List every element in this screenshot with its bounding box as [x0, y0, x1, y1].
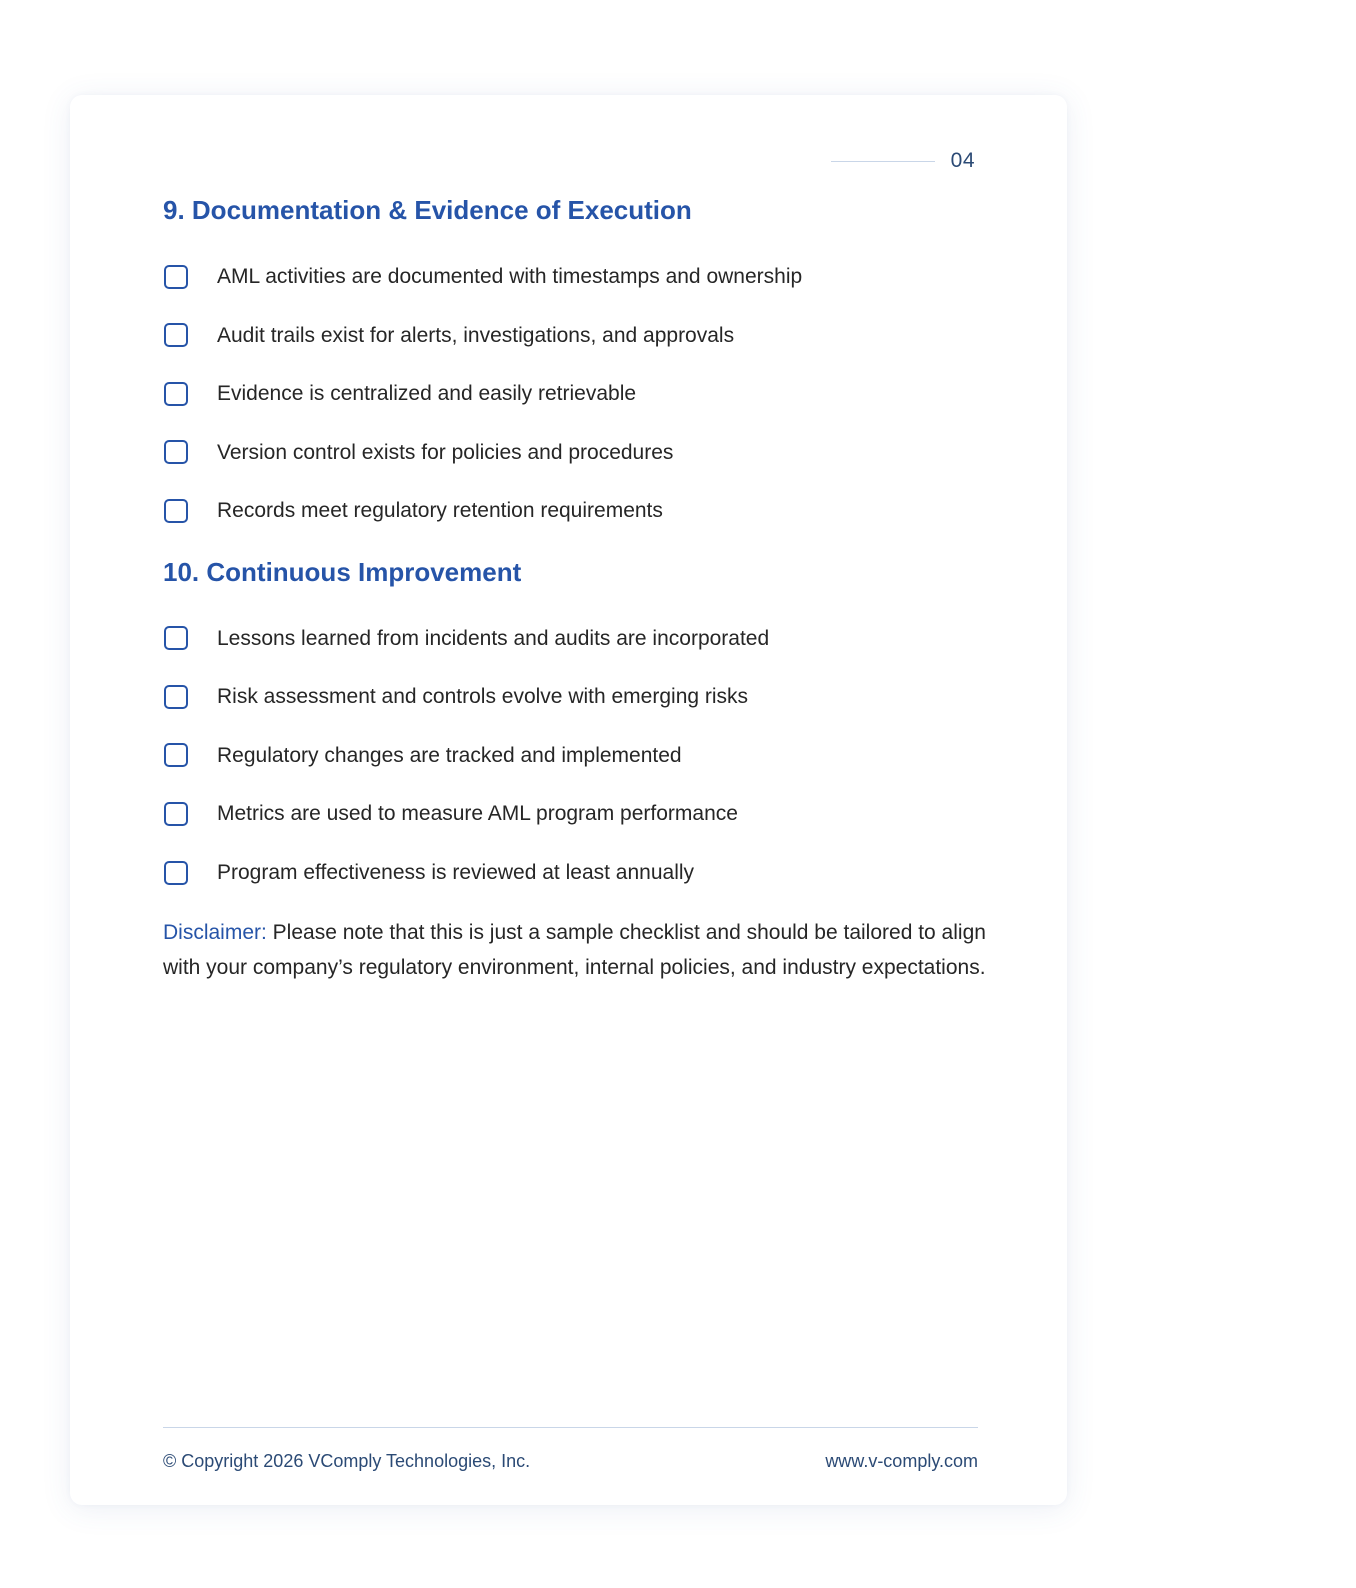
checklist-item-label: Regulatory changes are tracked and implemented — [217, 743, 682, 767]
checklist-item — [163, 856, 978, 889]
checklist-item-label: Lessons learned from incidents and audits are incorporated — [217, 626, 770, 650]
checkbox[interactable] — [164, 802, 188, 826]
checklist-item — [163, 622, 978, 655]
checkbox[interactable] — [164, 440, 188, 464]
checklist-item — [163, 319, 978, 352]
checklist-item — [163, 260, 978, 293]
checklist-item — [163, 495, 978, 528]
page-footer — [163, 1451, 978, 1472]
checklist-item — [163, 377, 978, 410]
checklist-item-label: Program effectiveness is reviewed at least annually — [217, 860, 695, 884]
document-page — [70, 95, 1067, 1505]
checklist-item-label: Risk assessment and controls evolve with emerging risks — [217, 685, 749, 709]
footer-website-link[interactable]: www.v-comply.com — [825, 1451, 978, 1471]
page-number-rule — [831, 161, 935, 162]
checklist — [163, 622, 978, 889]
checklist-item-label: Records meet regulatory retention requirements — [217, 499, 663, 523]
disclaimer-text: Please note that this is just a sample checklist and should be tailored to align with your company’s regulatory environment, internal policies, and industry expectations. — [163, 920, 986, 979]
checklist-item — [163, 436, 978, 469]
page-number-group — [831, 149, 975, 173]
section-documentation — [163, 195, 978, 528]
checklist-item — [163, 680, 978, 713]
checklist-item-label: Version control exists for policies and procedures — [217, 440, 674, 464]
checklist-item-label: Audit trails exist for alerts, investigations, and approvals — [217, 323, 735, 347]
checkbox[interactable] — [164, 626, 188, 650]
checkbox[interactable] — [164, 265, 188, 289]
checklist — [163, 260, 978, 527]
page-number: 04 — [950, 149, 975, 172]
page-content — [163, 195, 986, 985]
checklist-item-label: Metrics are used to measure AML program performance — [217, 802, 738, 826]
section-continuous-improvement — [163, 557, 978, 890]
footer-copyright: © Copyright 2026 VComply Technologies, Inc. — [163, 1451, 531, 1471]
checkbox[interactable] — [164, 499, 188, 523]
checkbox[interactable] — [164, 743, 188, 767]
section-title: 9. Documentation & Evidence of Execution — [163, 195, 692, 225]
footer-divider — [163, 1427, 978, 1428]
checklist-item-label: Evidence is centralized and easily retrievable — [217, 382, 637, 406]
checklist-item — [163, 798, 978, 831]
checklist-item — [163, 739, 978, 772]
disclaimer — [163, 915, 988, 985]
checkbox[interactable] — [164, 323, 188, 347]
disclaimer-label: Disclaimer: — [163, 920, 267, 944]
checkbox[interactable] — [164, 861, 188, 885]
checkbox[interactable] — [164, 685, 188, 709]
section-title: 10. Continuous Improvement — [163, 556, 522, 587]
checkbox[interactable] — [164, 382, 188, 406]
checklist-item-label: AML activities are documented with timestamps and ownership — [217, 265, 803, 289]
